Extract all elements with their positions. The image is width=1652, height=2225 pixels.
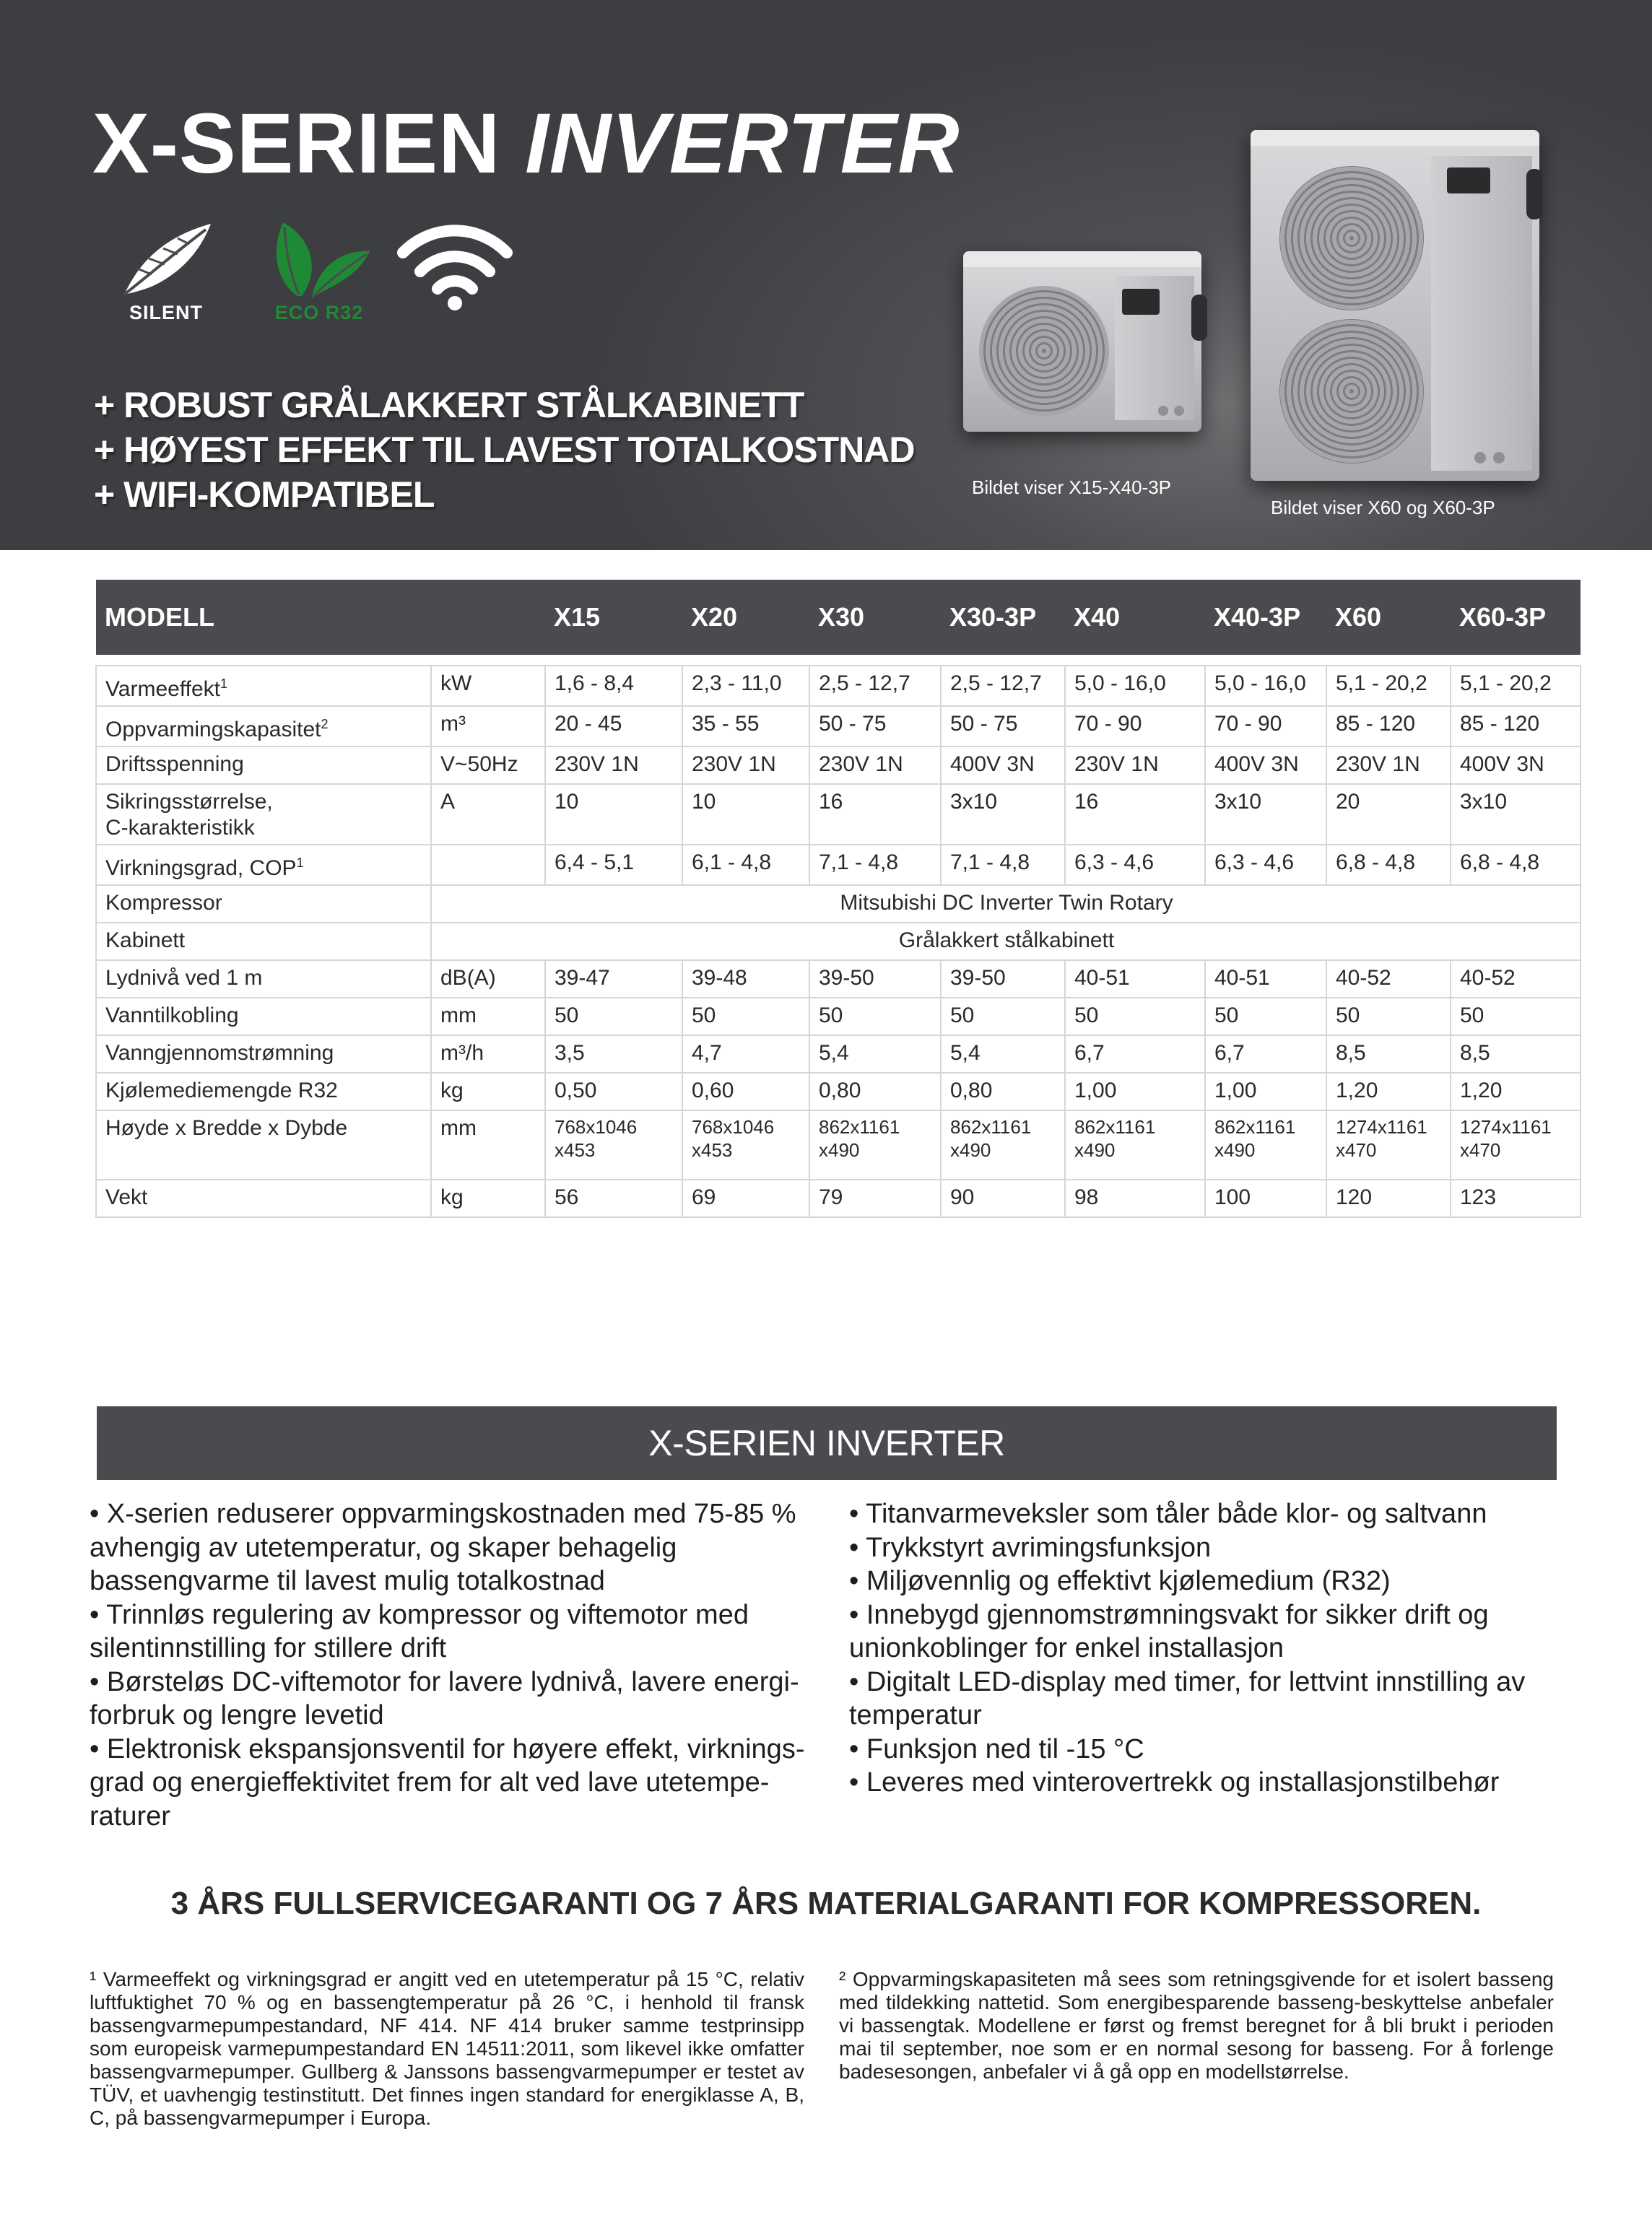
feature-eco <box>261 217 377 332</box>
cell-value: 10 <box>682 784 809 845</box>
table-row <box>96 998 1581 1035</box>
header-unit <box>431 580 545 655</box>
row-label-text: Sikringsstørrelse, C-karakteristikk <box>105 790 273 840</box>
header-model-x60: X60 <box>1326 580 1451 655</box>
cell-value: 862x1161 x490 <box>1065 1110 1205 1180</box>
cell-value: 862x1161 x490 <box>941 1110 1065 1180</box>
footnote-1: ¹ Varmeeffekt og virkningsgrad er angitt ved en utetemperatur på 15 °C, relativ luftfuktighet 70 % og en bassengtemperatur på 26 °C, i henhold til fransk bassengvarmepumpestandard, NF 414. NF 414 bruker samme testprinsipp som europeisk varmepumpestandard EN 14511:2011, som likevel ikke omfatter bassengvarmepumper. Gullberg & Janssons bassengvarmepumper er testet av TÜV, et uavhengig testinstitutt. Det finnes ingen standard for energiklasse A, B, C, på bassengvarmepumper i Europa. <box>90 1968 804 2129</box>
caption-small-unit: Bildet viser X15-X40-3P <box>972 476 1172 498</box>
bullet-item: • X-serien reduserer oppvarmingskostnaden med 75-85 % avhengig av utetemperatur, og skaper behagelig bassengvarme til lavest mulig totalkostnad <box>90 1499 796 1596</box>
table-row <box>96 784 1581 845</box>
spec-table-header <box>96 580 1581 655</box>
table-row <box>96 960 1581 998</box>
cell-value: 0,50 <box>545 1073 682 1110</box>
bullet-item: • Titanvarmeveksler som tåler både klor- og saltvann <box>849 1499 1487 1529</box>
row-label <box>96 960 431 998</box>
row-unit: kg <box>431 1180 545 1217</box>
header-model-x15: X15 <box>545 580 682 655</box>
product-image-large-unit <box>1251 130 1539 481</box>
cell-value: 6,4 - 5,1 <box>545 845 682 885</box>
bullet-item: • Elektronisk ekspansjonsventil for høyere effekt, virknings- grad og energieffektivitet frem for alt ved lave utetempe- raturer <box>90 1733 805 1832</box>
cell-value: 50 - 75 <box>809 706 941 746</box>
cell-value: 35 - 55 <box>682 706 809 746</box>
bullet-item: • Trinnløs regulering av kompressor og viftemotor med silentinnstilling for stillere drift <box>90 1599 749 1663</box>
cell-value: 1,00 <box>1065 1073 1205 1110</box>
cell-value: 400V 3N <box>941 746 1065 784</box>
row-label-text: Driftsspenning <box>105 752 244 776</box>
bullet-item: • Miljøvennlig og effektivt kjølemedium (R32) <box>849 1566 1391 1596</box>
table-row <box>96 706 1581 746</box>
cell-value: 3x10 <box>1451 784 1581 845</box>
feature-wifi <box>397 217 513 332</box>
cell-value: 5,0 - 16,0 <box>1065 666 1205 706</box>
cell-value: 85 - 120 <box>1451 706 1581 746</box>
cell-value: 20 <box>1326 784 1451 845</box>
row-unit: A <box>431 784 545 845</box>
row-label-text: Vanngjennomstrømning <box>105 1041 334 1065</box>
benefit-list <box>94 383 996 517</box>
feature-silent-label: SILENT <box>129 302 203 323</box>
table-row <box>96 1035 1581 1073</box>
row-label <box>96 746 431 784</box>
row-label-text: Oppvarmingskapasitet <box>105 718 321 741</box>
spec-table <box>95 580 1581 1218</box>
row-label-text: Lydnivå ved 1 m <box>105 966 263 990</box>
row-label-text: Varmeeffekt <box>105 677 220 701</box>
footnote-ref: 1 <box>296 855 304 870</box>
footnote-ref: 1 <box>219 676 227 691</box>
cell-value: 6,7 <box>1065 1035 1205 1073</box>
benefit-item: + HØYEST EFFEKT TIL LAVEST TOTALKOSTNAD <box>94 430 915 470</box>
cell-value: 39-47 <box>545 960 682 998</box>
table-row <box>96 885 1581 923</box>
cell-value: 6,7 <box>1205 1035 1326 1073</box>
title-italic: INVERTER <box>525 96 960 191</box>
cell-value: 39-48 <box>682 960 809 998</box>
benefit-item: + WIFI-KOMPATIBEL <box>94 474 435 515</box>
cell-value: 120 <box>1326 1180 1451 1217</box>
cell-value: 39-50 <box>941 960 1065 998</box>
cell-value: 230V 1N <box>545 746 682 784</box>
table-row <box>96 1110 1581 1180</box>
header-model-x30: X30 <box>809 580 941 655</box>
cell-value: 40-51 <box>1205 960 1326 998</box>
cell-value: 1274x1161 x470 <box>1451 1110 1581 1180</box>
section-title: X-SERIEN INVERTER <box>97 1406 1557 1480</box>
cell-value: 1,6 - 8,4 <box>545 666 682 706</box>
header-modell: MODELL <box>96 580 431 655</box>
cell-value: 85 - 120 <box>1326 706 1451 746</box>
cell-value: 79 <box>809 1180 941 1217</box>
bullet-item: • Trykkstyrt avrimingsfunksjon <box>849 1532 1212 1563</box>
header-model-x60-3p: X60-3P <box>1451 580 1581 655</box>
row-unit: m³ <box>431 706 545 746</box>
cell-value: 8,5 <box>1326 1035 1451 1073</box>
cell-value: 50 <box>682 998 809 1035</box>
table-row <box>96 1073 1581 1110</box>
row-label-text: Vekt <box>105 1185 148 1209</box>
cell-value: 400V 3N <box>1451 746 1581 784</box>
cell-value: 6,8 - 4,8 <box>1451 845 1581 885</box>
cell-value: 230V 1N <box>1065 746 1205 784</box>
cell-value: 50 <box>1065 998 1205 1035</box>
cell-value: 40-52 <box>1326 960 1451 998</box>
row-span-value: Grålakkert stålkabinett <box>431 923 1581 960</box>
cell-value: 230V 1N <box>809 746 941 784</box>
feather-icon <box>108 217 224 303</box>
cell-value: 2,5 - 12,7 <box>941 666 1065 706</box>
row-unit: dB(A) <box>431 960 545 998</box>
cell-value: 7,1 - 4,8 <box>809 845 941 885</box>
row-label <box>96 784 431 845</box>
row-label <box>96 923 431 960</box>
cell-value: 100 <box>1205 1180 1326 1217</box>
cell-value: 50 <box>941 998 1065 1035</box>
row-unit: mm <box>431 998 545 1035</box>
row-label <box>96 1110 431 1180</box>
cell-value: 230V 1N <box>682 746 809 784</box>
cell-value: 69 <box>682 1180 809 1217</box>
cell-value: 16 <box>1065 784 1205 845</box>
row-unit: kW <box>431 666 545 706</box>
feature-eco-label: ECO R32 <box>274 302 364 323</box>
row-unit: kg <box>431 1073 545 1110</box>
cell-value: 1,00 <box>1205 1073 1326 1110</box>
row-label-text: Kompressor <box>105 891 222 915</box>
cell-value: 3x10 <box>941 784 1065 845</box>
cell-value: 0,80 <box>941 1073 1065 1110</box>
cell-value: 90 <box>941 1180 1065 1217</box>
hero-title <box>92 96 960 191</box>
row-label <box>96 1180 431 1217</box>
row-label <box>96 666 431 706</box>
bullet-item: • Leveres med vinterovertrekk og installasjonstilbehør <box>849 1767 1500 1798</box>
cell-value: 5,1 - 20,2 <box>1326 666 1451 706</box>
row-label <box>96 845 431 885</box>
benefit-item: + ROBUST GRÅLAKKERT STÅLKABINETT <box>94 385 804 425</box>
row-label-text: Vanntilkobling <box>105 1003 239 1027</box>
feature-silent <box>108 217 224 332</box>
cell-value: 5,0 - 16,0 <box>1205 666 1326 706</box>
warranty-statement: 3 ÅRS FULLSERVICEGARANTI OG 7 ÅRS MATERIALGARANTI FOR KOMPRESSOREN. <box>170 1886 1482 1921</box>
table-row <box>96 1180 1581 1217</box>
bullet-item: • Digitalt LED-display med timer, for lettvint innstilling av temperatur <box>849 1666 1526 1730</box>
cell-value: 5,4 <box>941 1035 1065 1073</box>
cell-value: 10 <box>545 784 682 845</box>
cell-value: 1274x1161 x470 <box>1326 1110 1451 1180</box>
cell-value: 5,4 <box>809 1035 941 1073</box>
row-unit: m³/h <box>431 1035 545 1073</box>
row-unit: V~50Hz <box>431 746 545 784</box>
cell-value: 1,20 <box>1451 1073 1581 1110</box>
bullet-item: • Innebygd gjennomstrømningsvakt for sikker drift og unionkoblinger for enkel installasjon <box>849 1599 1489 1663</box>
title-regular: X-SERIEN <box>92 96 501 191</box>
footnote-2: ² Oppvarmingskapasiteten må sees som retningsgivende for et isolert basseng med tildekking nattetid. Som energibesparende basseng-beskyttelse anbefaler vi bassengtak. Modellene er først og fremst beregnet for å bli brukt i perioden mai til september, noe som er en normal sesong for basseng. For å forlenge badesesongen, anbefaler vi å gå opp en modellstørrelse. <box>839 1968 1554 2083</box>
cell-value: 6,1 - 4,8 <box>682 845 809 885</box>
cell-value: 40-51 <box>1065 960 1205 998</box>
cell-value: 16 <box>809 784 941 845</box>
header-model-x40: X40 <box>1065 580 1205 655</box>
footnote-ref: 2 <box>321 717 329 731</box>
cell-value: 4,7 <box>682 1035 809 1073</box>
row-label-text: Virkningsgrad, COP <box>105 856 297 880</box>
cell-value: 8,5 <box>1451 1035 1581 1073</box>
wifi-icon <box>397 217 513 310</box>
caption-large-unit: Bildet viser X60 og X60-3P <box>1271 497 1495 518</box>
cell-value: 862x1161 x490 <box>809 1110 941 1180</box>
cell-value: 70 - 90 <box>1065 706 1205 746</box>
header-model-x30-3p: X30-3P <box>941 580 1065 655</box>
row-label-text: Kjølemediemengde R32 <box>105 1079 338 1102</box>
cell-value: 1,20 <box>1326 1073 1451 1110</box>
row-label <box>96 706 431 746</box>
cell-value: 50 <box>1451 998 1581 1035</box>
cell-value: 6,3 - 4,6 <box>1065 845 1205 885</box>
cell-value: 2,3 - 11,0 <box>682 666 809 706</box>
cell-value: 3,5 <box>545 1035 682 1073</box>
cell-value: 2,5 - 12,7 <box>809 666 941 706</box>
cell-value: 98 <box>1065 1180 1205 1217</box>
cell-value: 50 <box>1205 998 1326 1035</box>
row-unit: mm <box>431 1110 545 1180</box>
cell-value: 3x10 <box>1205 784 1326 845</box>
hero-banner <box>0 0 1652 550</box>
cell-value: 6,8 - 4,8 <box>1326 845 1451 885</box>
cell-value: 40-52 <box>1451 960 1581 998</box>
table-row <box>96 666 1581 706</box>
cell-value: 70 - 90 <box>1205 706 1326 746</box>
row-unit <box>431 845 545 885</box>
product-image-small-unit <box>963 251 1201 432</box>
cell-value: 5,1 - 20,2 <box>1451 666 1581 706</box>
cell-value: 400V 3N <box>1205 746 1326 784</box>
row-span-value: Mitsubishi DC Inverter Twin Rotary <box>431 885 1581 923</box>
leaves-icon <box>261 217 377 303</box>
cell-value: 50 <box>545 998 682 1035</box>
cell-value: 123 <box>1451 1180 1581 1217</box>
row-label-text: Kabinett <box>105 928 186 952</box>
cell-value: 768x1046 x453 <box>682 1110 809 1180</box>
cell-value: 6,3 - 4,6 <box>1205 845 1326 885</box>
table-row <box>96 923 1581 960</box>
cell-value: 768x1046 x453 <box>545 1110 682 1180</box>
table-row <box>96 746 1581 784</box>
cell-value: 230V 1N <box>1326 746 1451 784</box>
cell-value: 50 <box>809 998 941 1035</box>
row-label-text: Høyde x Bredde x Dybde <box>105 1116 348 1140</box>
header-model-x40-3p: X40-3P <box>1205 580 1326 655</box>
feature-bullets-right <box>849 1497 1578 1800</box>
cell-value: 0,80 <box>809 1073 941 1110</box>
cell-value: 50 <box>1326 998 1451 1035</box>
row-label <box>96 885 431 923</box>
cell-value: 20 - 45 <box>545 706 682 746</box>
feature-bullets-left <box>90 1497 819 1833</box>
spec-table-body <box>96 655 1581 1217</box>
cell-value: 862x1161 x490 <box>1205 1110 1326 1180</box>
row-label <box>96 998 431 1035</box>
cell-value: 7,1 - 4,8 <box>941 845 1065 885</box>
cell-value: 56 <box>545 1180 682 1217</box>
bullet-item: • Funksjon ned til -15 °C <box>849 1733 1144 1764</box>
table-row <box>96 845 1581 885</box>
cell-value: 39-50 <box>809 960 941 998</box>
cell-value: 50 - 75 <box>941 706 1065 746</box>
cell-value: 0,60 <box>682 1073 809 1110</box>
bullet-item: • Børsteløs DC-viftemotor for lavere lydnivå, lavere energi- forbruk og lengre levetid <box>90 1666 799 1730</box>
row-label <box>96 1073 431 1110</box>
row-label <box>96 1035 431 1073</box>
header-model-x20: X20 <box>682 580 809 655</box>
